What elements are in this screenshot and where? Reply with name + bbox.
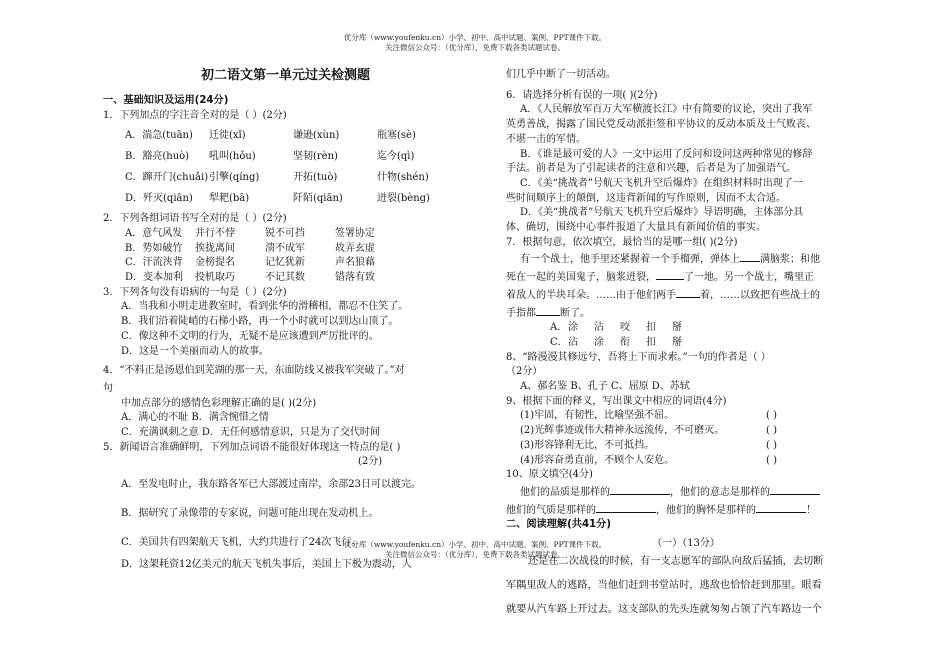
q6-stem: 6．请选择分析有误的一项( )(2分): [506, 89, 658, 101]
q7-passage-2: 死在一起的美国鬼子，脑浆迸裂， 了一地。另一个战士，嘴里正: [506, 268, 866, 286]
section-2-heading: 二、阅读理解(共41分): [506, 519, 611, 531]
q8-stem: 8、“路漫漫其修远兮，吾将上下而求索。”一句的作者是（ ）: [506, 351, 771, 363]
q4-options-cd: C．充满讽刺之意 D．无任何感情意识，只是为了交代时间: [121, 427, 380, 439]
right-column: [506, 66, 866, 620]
q4-sub: 中加点部分的感情色彩理解正确的是( )(2分): [121, 397, 317, 409]
blank: [656, 268, 684, 280]
blank: [610, 483, 670, 495]
q3-option-b: B．我们沿着陡峭的石梯小路，再一个小时就可以到达山顶了。: [121, 316, 399, 328]
reading-line-3: 就要从汽车路上开过去。这支部队的先头连就匆匆占领了汽车路边一个: [506, 603, 822, 615]
q3-option-c: C．像这种不文明的行为，无疑不是应该遭到严厉批评的。: [121, 330, 379, 342]
q6-a-3: 不堪一击的军情。: [506, 133, 586, 145]
page-header: [0, 33, 950, 53]
q4-stem: 4．“不料正是汤恩伯到芜湖的那一天，东面防线又被我军突破了。”对: [103, 365, 405, 377]
q6-b-2: 手法。前者是为了引起读者的注意和兴趣，后者是为了加强语气。: [506, 163, 796, 175]
q5-option-a: A．至发电时止，我东路各军已大部渡过南岸，余部23日可以渡完。: [121, 479, 421, 491]
q6-c-1: C．《美“挑战者”号航天飞机升空后爆炸》在组织材料时出现了一: [520, 177, 803, 189]
q6-d-1: D．《美“挑战者”号航天飞机升空后爆炸》导语明确，主体部分具: [520, 207, 804, 219]
q7-option-a: A． 涂 沾 咬 扣 掰: [550, 322, 682, 334]
question-9: [506, 395, 866, 469]
reading-line-2: 军隅里敌人的逃路，当他们赶到书堂站时，逃敌也恰恰赶到那里。眼看: [506, 579, 822, 591]
q5-option-c: C．美国共有四架航天飞机，大约共进行了24次飞行。: [121, 536, 362, 548]
q4-options-ab: A．满心的不耻 B．满含惋惜之情: [121, 412, 269, 424]
header-line-2: 关注微信公众号：（优分库），免费下载各类试题试卷。: [385, 43, 565, 52]
q1-row-b: B．豁亮(huò) 吼叫(hǒu) 坚韧(rèn) 迄今(qì): [125, 151, 415, 163]
question-10: [506, 468, 866, 518]
q6-a-1: A．《人民解放军百万大军横渡长江》中有简要的议论，突出了我军: [520, 104, 813, 116]
q5-score: (2分): [358, 456, 383, 468]
q2-row-d: D．变本加利 投机取巧 不记其数 错落有致: [125, 272, 375, 284]
blank: [756, 501, 806, 513]
question-2: [103, 212, 468, 286]
blank: [676, 286, 700, 298]
q6-d-2: 体、确切，围绕中心事件报道了大量具有新闻价值的事实。: [506, 222, 766, 234]
footer-line-1: 优分库（www.youfenku.cn）小学、初中、高中试题、案例、PPT课件下载。: [343, 540, 607, 549]
question-1: [103, 109, 468, 207]
q7-stem: 7．根据句意，依次填空，最恰当的是哪一组( )(2分): [506, 236, 738, 248]
q6-a-2: 英勇善战，揭露了国民党反动派拒签和平协议的反动本质及士气败丧、: [506, 119, 816, 131]
q1-stem: 1．下列加点的字注音全对的是（ ）(2分): [103, 109, 287, 121]
q9-def-1: (1)牢固，有韧性，比喻坚强不屈。 ( ): [520, 410, 777, 422]
q7-passage-4: 手指都 断了。: [506, 304, 866, 322]
q2-row-a: A．意气风发 并行不悖 锐不可挡 签署协定: [125, 227, 375, 239]
page-footer: [0, 540, 950, 560]
q2-row-c: C．汗流浃背 金榜提名 记忆犹新 声名狼藉: [125, 257, 375, 269]
q9-def-2: (2)光辉事迹或伟大精神永远流传，不可磨灭。 ( ): [520, 425, 777, 437]
q2-row-b: B．势如破竹 挨拢离间 溃不成军 故弄玄虚: [125, 242, 375, 254]
q7-passage-3: 着敌人的半块耳朵。……由于他们两手 着，……以致把有些战士的: [506, 286, 866, 304]
reading-part-1-heading: （一）（13分）: [652, 538, 720, 550]
q9-def-4: (4)形容奋勇直前，不顾个人安危。 ( ): [520, 454, 777, 466]
q1-row-d: D．歼灭(qiān) 犁耙(bā) 阡陌(qiān) 迸裂(bèng): [125, 192, 430, 204]
q5-option-d: D．这架耗资12亿美元的航天飞机失事后，美国上下极为震动，人: [121, 559, 412, 571]
q3-option-a: A．当我和小明走进教室时，看到张华的滑稽相，都忍不住笑了。: [121, 301, 409, 313]
q10-line-2: 他们的气质是那样的 ，他们的胸怀是那样的 ！: [506, 501, 866, 519]
q9-def-3: (3)形容锋利无比，不可抵挡。 ( ): [520, 439, 777, 451]
question-8: [506, 351, 866, 395]
q7-option-c: C． 沾 涂 衔 扣 掰: [550, 336, 682, 348]
q8-options: A、郝名鉴 B、孔子 C、屈原 D、苏轼: [520, 381, 690, 393]
left-column: [103, 66, 468, 573]
page-title: 初二语文第一单元过关检测题: [200, 68, 370, 83]
question-4: [103, 364, 468, 441]
header-line-1: 优分库（www.youfenku.cn）小学、初中、高中试题、案例、PPT课件下载。: [343, 33, 607, 42]
section-1-heading: 一、基础知识及运用(24分): [103, 95, 229, 106]
q6-b-1: B．《谁是最可爱的人》一文中运用了反问和设问这两种常见的修辞: [520, 148, 813, 160]
q5-option-b: B．据研究了录像带的专家说，问题可能出现在发动机上。: [121, 507, 379, 519]
q3-option-d: D．这是一个美丽而动人的故事。: [121, 345, 270, 357]
q9-stem: 9、根据下面的释义，写出课文中相应的词语(4分): [506, 395, 727, 407]
blank: [536, 304, 560, 316]
reading-line-1: 还是在二次战役的时候，有一支志愿军的部队向敌后猛插，去切断: [528, 555, 824, 567]
blank: [770, 483, 820, 495]
q6-c-2: 些时间顺序上的颠倒，这违背新闻的写作原则，因而不太合适。: [506, 192, 786, 204]
q2-stem: 2．下列各组词语书写全对的是（ ）(2分): [103, 213, 287, 225]
question-3: [103, 286, 468, 360]
question-7: [506, 236, 866, 351]
q5-stem: 5．新闻语言准确鲜明，下列加点词语不能很好体现这一特点的是( ): [103, 441, 401, 453]
q4-stem-cont: 句: [103, 382, 113, 394]
q7-passage-1: 有一个战士，他手里还紧握着一个手榴弹，弹体上 满脑浆；和他: [506, 250, 866, 268]
q1-row-c: C．蹿开门(chuǎi) 引擎(qíng) 开拓(tuò) 什物(shén): [125, 171, 429, 183]
question-6: [506, 89, 866, 236]
q10-line-1: 他们的品质是那样的 ，他们的意志是那样的: [506, 483, 866, 501]
blank: [740, 250, 760, 262]
q5-option-d-cont: 们几乎中断了一切活动。: [506, 69, 616, 80]
footer-line-2: 关注微信公众号：（优分库），免费下载各类试题试卷。: [385, 550, 565, 559]
q3-stem: 3．下列各句没有语病的一句是（ ）(2分): [103, 286, 287, 298]
q10-stem: 10、原文填空(4分): [506, 469, 593, 481]
q1-row-a: A．湍急(tuān) 迁徙(xǐ) 谦逊(xùn) 瓶塞(sè): [125, 130, 416, 142]
blank: [596, 501, 656, 513]
q8-score: （2分）: [506, 366, 543, 378]
